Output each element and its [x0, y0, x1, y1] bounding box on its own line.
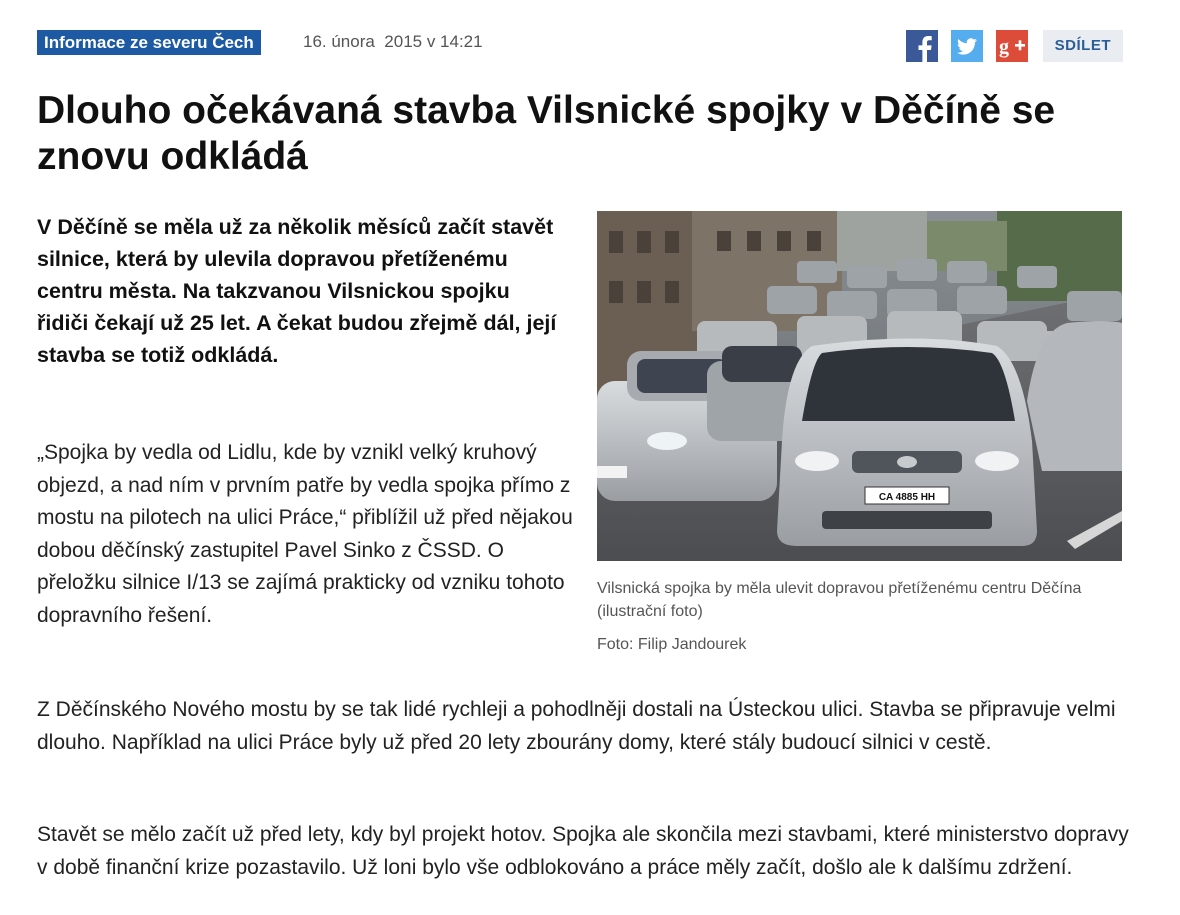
article-paragraph: Z Děčínského Nového mostu by se tak lidé rychleji a pohodlněji dostali na Ústeckou ulici. Stavba se připravuje velmi dlouho. Například na ulici Práce byly už před 20 lety zbourány domy, které stály budoucí silnici v cestě. [37, 698, 1116, 754]
photo-caption: Vilsnická spojka by měla ulevit dopravou přetíženému centru Děčína (ilustrační foto) [597, 580, 1082, 620]
license-plate: CA 4885 HH [878, 492, 936, 503]
section-badge[interactable]: Informace ze severu Čech [37, 30, 261, 55]
share-bar [906, 30, 1123, 62]
google-plus-icon[interactable] [996, 30, 1028, 62]
article-photo[interactable] [597, 211, 1122, 561]
photo-credit: Foto: Filip Jandourek [597, 636, 747, 653]
svg-text:g: g [998, 36, 1009, 58]
article-photo-figure [597, 211, 1122, 656]
share-button[interactable]: SDÍLET [1043, 30, 1123, 62]
article-title: Dlouho očekávaná stavba Vilsnické spojky v Děčíně se znovu odkládá [37, 89, 1056, 178]
article-lead: V Děčíně se měla už za několik měsíců začít stavět silnice, která by ulevila dopravou přetíženému centru města. Na takzvanou Vilsnickou spojku řidiči čekají už 25 let. A čekat budou zřejmě dál, její stavba se totiž odkládá. [37, 215, 557, 367]
twitter-icon[interactable] [951, 30, 983, 62]
article-header-bar [37, 30, 1123, 60]
publish-date: 16. února 2015 v 14:21 [303, 32, 483, 51]
article-paragraph: Stavět se mělo začít už před lety, kdy byl projekt hotov. Spojka ale skončila mezi stavbami, které ministerstvo dopravy v době finanční krize pozastavilo. Už loni bylo vše odblokováno a práce měly začít, došlo ale k dalšímu zdržení. [37, 823, 1129, 879]
article-paragraph: „Spojka by vedla od Lidlu, kde by vznikl velký kruhový objezd, a nad ním v prvním patře by vedla spojka přímo z mostu na pilotech na ulici Práce,“ přiblížil už před nějakou dobou děčínský zastupitel Pavel Sinko z ČSSD. O přeložku silnice I/13 se zajímá prakticky od vzniku tohoto dopravního řešení. [37, 441, 573, 627]
facebook-icon[interactable] [906, 30, 938, 62]
